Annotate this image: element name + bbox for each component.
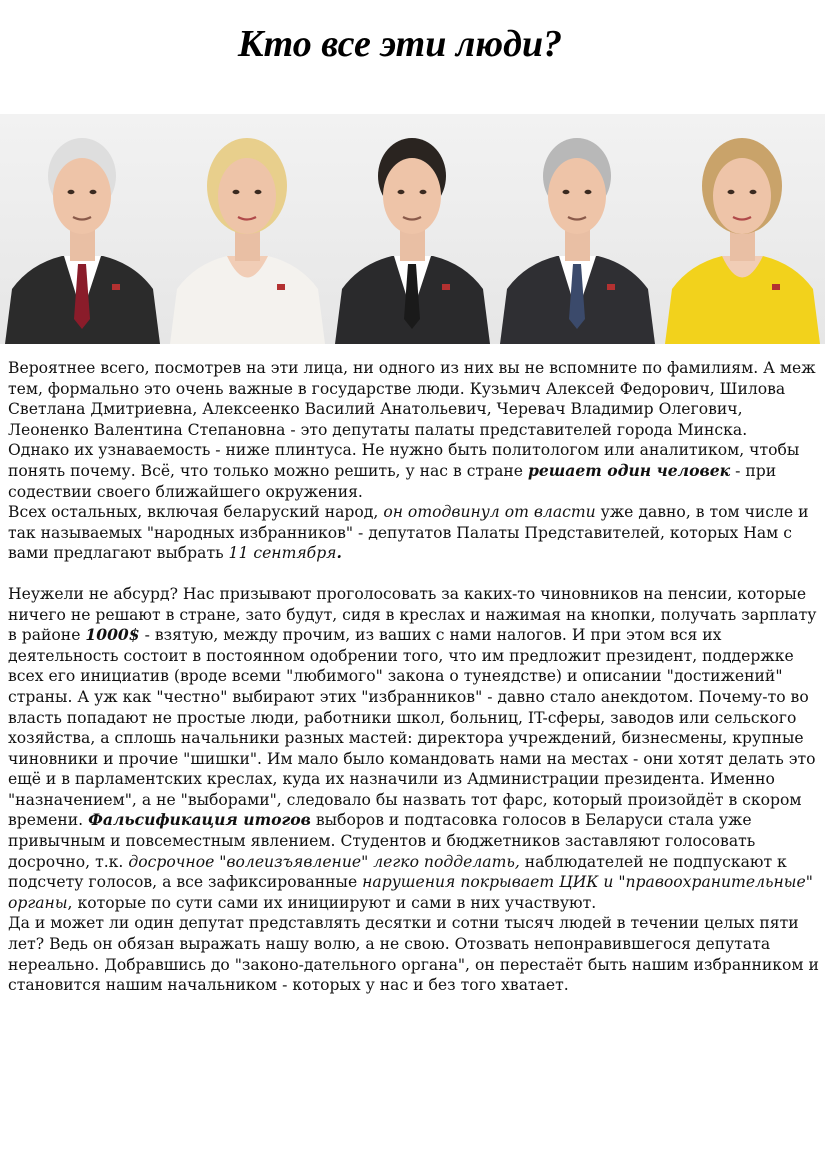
paragraph-text: - при содествии своего ближайшего окружения. <box>8 461 777 501</box>
eye-shape <box>398 190 405 194</box>
paragraph <box>8 358 820 440</box>
paragraph-text: . <box>336 543 342 563</box>
portrait-photo <box>495 114 660 344</box>
eye-shape <box>255 190 262 194</box>
paragraph-text: Да и может ли один депутат представлять десятки и сотни тысяч людей в течении целых пяти лет? Ведь он обязан выражать нашу волю, а не свою. Отозвать непонравившегося депутата нереально. Добравшись до "законо-дательного органа", он перестаёт быть нашим избранником и становится нашим начальником - которых у нас и без того хватает. <box>8 914 819 995</box>
lapel-pin-shape <box>442 284 450 290</box>
page-title: Кто все эти люди? <box>237 23 563 65</box>
paragraph-text: выборов и подтасовка голосов в Беларуси стала уже привычным и повсеместным явлением. Студентов и бюджетников заставляют голосовать досрочно, т.к. <box>8 811 756 871</box>
paragraph-text: Однако их узнаваемость - ниже плинтуса. Не нужно быть политологом или аналитиком, чтобы понять почему. Всё, что только можно решить, у нас в стране <box>8 441 800 480</box>
italic-text: досрочное "волеизъявление" легко подделать, <box>128 852 520 871</box>
eye-shape <box>585 190 592 194</box>
eye-shape <box>68 190 75 194</box>
lapel-pin-shape <box>607 284 615 290</box>
paragraph <box>8 584 820 914</box>
portrait-photo <box>330 114 495 344</box>
portrait-figure <box>660 114 825 344</box>
portrait-photo <box>660 114 825 344</box>
paragraph-text: наблюдателей не подпускают к подсчету голосов, а все зафиксированные <box>8 852 787 892</box>
paragraph <box>8 913 820 995</box>
eye-shape <box>728 190 735 194</box>
eye-shape <box>420 190 427 194</box>
portrait-figure <box>495 114 660 344</box>
paragraph-text: - взятую, между прочим, из ваших с нами налогов. И при этом вся их деятельность состоит в постоянном одобрении того, что им предложит президент, поддержке всех его инициатив (вроде всеми "любимого" закона о тунеядстве) и описании "достижений" страны. А уж как "честно" выбирают этих "избранников" - давно стало анекдотом. Почему-то во власть попадают не простые люди, работники школ, больниц, IT-сферы, заводов или сельского хозяйства, а сплошь начальники разных мастей: директора учреждений, бизнесмены, крупные чиновники и прочие "шишки". Им мало было командовать нами на местах - они хотят делать это ещё и в парламентских креслах, куда их назначили из Администрации президента. Именно "назначением", а не "выборами", следовало бы назвать тот фарс, который произойдёт в скором времени. <box>8 626 816 830</box>
face-shape <box>383 158 441 234</box>
face-shape <box>548 158 606 234</box>
paragraph <box>8 440 820 502</box>
portrait-figure <box>165 114 330 344</box>
paragraph <box>8 502 820 564</box>
eye-shape <box>90 190 97 194</box>
paragraph-text: Всех остальных, включая беларуский народ, <box>8 503 384 522</box>
emphasis-text: 1000$ <box>85 625 140 645</box>
face-shape <box>713 158 771 234</box>
lapel-pin-shape <box>277 284 285 290</box>
eye-shape <box>233 190 240 194</box>
paragraph-text: Неужели не абсурд? Нас призывают проголосовать за каких-то чиновников на пенсии, которые ничего не решают в стране, зато будут, сидя в креслах и нажимая на кнопки, получать зарплату в районе <box>8 584 817 645</box>
emphasis-text: Фальсификация итогов <box>88 810 311 830</box>
portrait-photo <box>165 114 330 344</box>
italic-text: нарушения покрывает ЦИК и "правоохранительные" органы <box>8 873 813 912</box>
portrait-photo <box>0 114 165 344</box>
lapel-pin-shape <box>112 284 120 290</box>
portrait-figure <box>330 114 495 344</box>
date-text: 11 сентября <box>228 544 337 563</box>
paragraph-text: уже давно, в том числе и так называемых "народных избранников" - депутатов Палаты Представителей, которых Нам с вами предлагают выбрать <box>8 503 809 563</box>
emphasis-text: решает один человек <box>527 460 731 480</box>
paragraph-gap <box>8 564 820 584</box>
italic-text: он отодвинул от власти <box>383 503 596 522</box>
eye-shape <box>750 190 757 194</box>
portrait-figure <box>0 114 165 344</box>
face-shape <box>218 158 276 234</box>
paragraph-text: Вероятнее всего, посмотрев на эти лица, ни одного из них вы не вспомните по фамилиям. А меж тем, формально это очень важные в государстве люди. Кузьмич Алексей Федорович, Шилова Светлана Дмитриевна, Алексеенко Василий Анатольевич, Черевач Владимир Олегович, Леоненко Валентина Степановна - это депутаты палаты представителей города Минска. <box>8 359 816 439</box>
eye-shape <box>563 190 570 194</box>
lapel-pin-shape <box>772 284 780 290</box>
face-shape <box>53 158 111 234</box>
article-body <box>8 358 820 996</box>
portrait-strip <box>0 114 826 344</box>
paragraph-text: , которые по сути сами их инициируют и сами в них участвуют. <box>67 893 597 912</box>
